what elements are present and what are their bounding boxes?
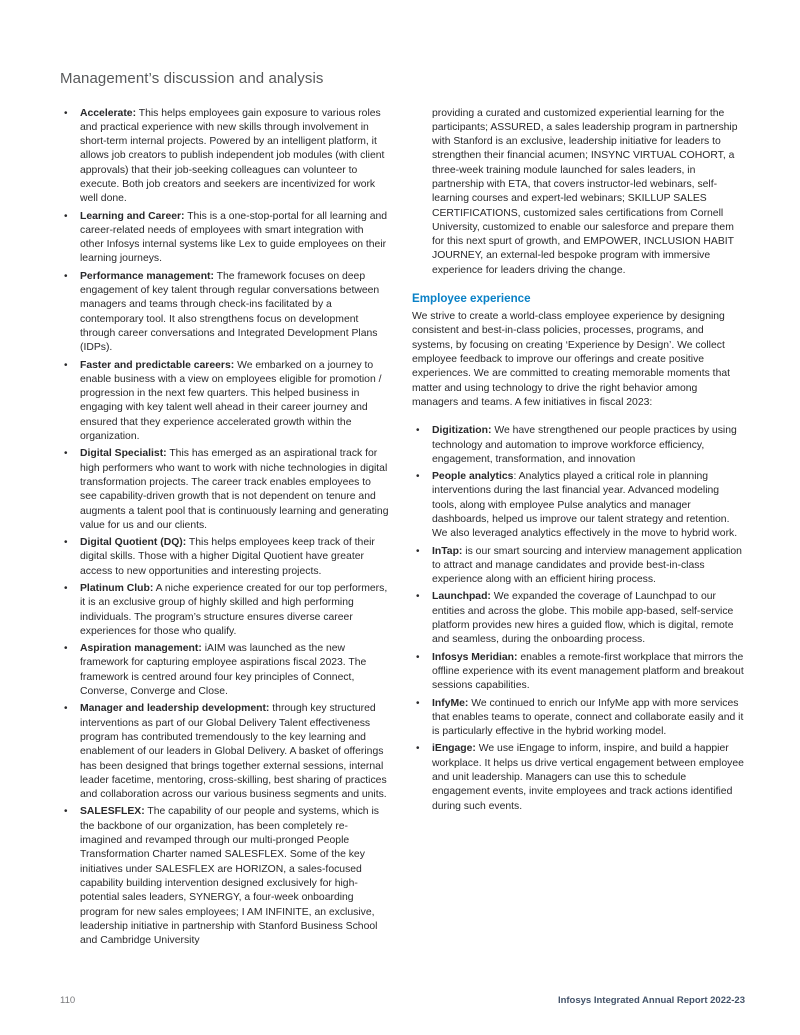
bullet-dot-icon: •	[64, 210, 68, 222]
two-column-layout	[60, 107, 745, 952]
right-bullet-list	[412, 424, 745, 814]
bullet-text: This helps employees keep track of their digital skills. Those with a higher Digital Quotient have greater access to new opportunities and interesting projects.	[80, 537, 375, 577]
bullet-text: iAIM was launched as the new framework for capturing employee aspirations fiscal 2023. The framework is centred around four key principles of Connect, Converse, Converge and Close.	[80, 643, 367, 698]
bullet-item	[412, 545, 745, 588]
bullet-text: The framework focuses on deep engagement of key talent through regular conversations between managers and teams through check-ins facilitated by a contemporary tool. It also strengthens focus on development through career conversations and Integrated Development Plans (IDPs).	[80, 270, 380, 354]
bullet-dot-icon: •	[64, 107, 68, 119]
bullet-dot-icon: •	[64, 448, 68, 460]
bullet-term: Faster and predictable careers:	[80, 359, 235, 371]
bullet-item	[412, 424, 745, 467]
right-column	[412, 107, 745, 952]
bullet-term: Learning and Career:	[80, 210, 185, 222]
bullet-term: iEngage:	[432, 743, 476, 755]
bullet-item	[60, 107, 390, 207]
continuation-paragraph: providing a curated and customized experiential learning for the participants; ASSURED, a sales leadership program in partnership with Stanford is an exclusive, leadership initiative for leaders to strengthen their financial acumen; INSYNC VIRTUAL COHORT, a three-week training module launched for sales leaders, in partnership with ETA, that covers instructor-led webinars, self-learning courses and expert-led webinars; SKILLUP SALES CERTIFICATIONS, customized sales certifications from Cornell University, customized to enable our salesforce and prepare them for this next spurt of growth, and EMPOWER, INCLUSION HABIT JOURNEY, an external-led bespoke program with immersive experience for leaders driving the change.	[432, 107, 738, 276]
section-heading-employee-experience: Employee experience	[412, 292, 531, 306]
bullet-text: is our smart sourcing and interview management application to attract and manage candidates and provide best-in-class experience along with an efficient hiring process.	[432, 545, 742, 586]
bullet-term: Infosys Meridian:	[432, 651, 518, 663]
bullet-text: We embarked on a journey to enable business with a view on employees eligible for promotion / progression in the next few quarters. This helped business in engaging with key talent well ahead in their career journey and ensured that they experience accelerated growth within the organization.	[80, 359, 382, 443]
page-number: 110	[60, 995, 76, 1006]
bullet-item	[60, 536, 390, 579]
bullet-dot-icon: •	[416, 591, 420, 603]
intro-paragraph: We strive to create a world-class employee experience by designing consistent and best-in-class policies, processes, programs, and systems, by focusing on creating ‘Experience by Design’. We collect employee feedback to improve our offerings and create positive experiences. We are committed to creating memorable moments that matter and using technology to drive the right behavior among managers and teams. A few initiatives in fiscal 2023:	[412, 311, 731, 408]
bullet-item	[412, 697, 745, 740]
bullet-dot-icon: •	[64, 806, 68, 818]
bullet-item	[60, 702, 390, 802]
bullet-term: Launchpad:	[432, 591, 491, 603]
bullet-text: We use iEngage to inform, inspire, and build a happier workplace. It helps us drive vertical engagement between employee and unit leadership. Managers can use this to schedule engagement events, invite employees and track actions identified during such events.	[432, 743, 744, 812]
bullet-item	[60, 359, 390, 445]
bullet-dot-icon: •	[64, 359, 68, 371]
bullet-term: InTap:	[432, 545, 463, 557]
bullet-item	[60, 582, 390, 639]
bullet-text: This has emerged as an aspirational track for high performers who want to work with niche technologies in digital transformation projects. The career track enables employees to see capability-driven growth that is not dependent on tenure and augments a talent pool that is continuously learning and generating value for us and our clients.	[80, 448, 389, 531]
page-footer	[60, 995, 745, 1006]
bullet-text: This is a one-stop-portal for all learning and career-related needs of employees with smart integration with other Infosys internal systems like Lex to guide employees on their learning journeys.	[80, 210, 388, 265]
bullet-dot-icon: •	[64, 703, 68, 715]
bullet-term: Performance management:	[80, 270, 214, 282]
bullet-term: SALESFLEX:	[80, 806, 145, 818]
bullet-term: Digitization:	[432, 425, 492, 437]
bullet-text: : Analytics played a critical role in planning interventions during the last financial year. Advanced modeling tools, along with employee Pulse analytics and manager dashboards, helped us improve our talent strategy and retention. We also leveraged analytics effectively in the move to hybrid work.	[432, 471, 738, 540]
bullet-term: Accelerate:	[80, 107, 137, 119]
bullet-text: We expanded the coverage of Launchpad to our entities and across the globe. This mobile app-based, self-service platform provides new hires a guided flow, which is digital, remote and seamless, during the onboarding process.	[432, 591, 734, 646]
left-column	[60, 107, 390, 952]
bullet-item	[412, 590, 745, 647]
bullet-dot-icon: •	[64, 643, 68, 655]
bullet-dot-icon: •	[416, 471, 420, 483]
report-title: Infosys Integrated Annual Report 2022-23	[557, 995, 745, 1006]
page-title: Management’s discussion and analysis	[60, 70, 324, 87]
bullet-item	[60, 210, 390, 267]
bullet-text: through key structured interventions as part of our Global Delivery Talent effectiveness program has contributed tremendously to the key learning and enablement of our leaders in Global Delivery. A basket of offerings has been designed that brings together external sessions, internal leader facetime, mentoring, cross-skilling, best sharing of practices and collaboration across our various business segments and units.	[80, 703, 387, 801]
bullet-text: enables a remote-first workplace that mirrors the offline experience with its event management platform and breakout sessions capabilities.	[432, 651, 744, 692]
bullet-text: We have strengthened our people practices by using technology and automation to improve workforce efficiency, engagement, transformation, and innovation	[432, 425, 737, 465]
bullet-dot-icon: •	[416, 425, 420, 437]
bullet-item	[60, 270, 390, 356]
bullet-text: The capability of our people and systems, which is the backbone of our organization, has been completely re-imagined and revamped through our multi-pronged People Transformation Charter named SALESFLEX. Some of the key initiatives under SALESFLEX are HORIZON, a sales-focused capability building intervention designed exclusively for high-potential sales leaders, SYNERGY, a four-week onboarding program for new sales employees; I AM INFINITE, an exclusive, leadership initiative in partnership with Stanford Business School and Cambridge University	[80, 806, 379, 947]
bullet-dot-icon: •	[416, 743, 420, 755]
bullet-text: A niche experience created for our top performers, it is an exclusive group of highly skilled and high performing individuals. The program’s structure ensures diverse career experiences for those who qualify.	[80, 583, 388, 637]
bullet-dot-icon: •	[64, 537, 68, 549]
bullet-term: InfyMe:	[432, 697, 469, 709]
bullet-dot-icon: •	[416, 697, 420, 709]
left-bullet-list	[60, 107, 390, 949]
bullet-item	[412, 470, 745, 541]
bullet-item	[60, 642, 390, 699]
bullet-term: Digital Quotient (DQ):	[80, 537, 187, 549]
bullet-term: People analytics	[432, 471, 514, 483]
bullet-term: Aspiration management:	[80, 643, 202, 655]
bullet-dot-icon: •	[64, 583, 68, 594]
bullet-term: Manager and leadership development:	[80, 703, 270, 715]
bullet-item	[412, 651, 745, 694]
bullet-text: This helps employees gain exposure to various roles and practical experience with new skills through involvement in short-term internal projects. Powered by an intelligent platform, it allows job creators to publish independent job modules (with client approvals) that their job-seeking colleagues can volunteer to execute. Both job creators and seekers are incentivized for work well done.	[80, 107, 385, 205]
bullet-term: Digital Specialist:	[80, 448, 167, 460]
bullet-term: Platinum Club:	[80, 583, 154, 594]
bullet-text: We continued to enrich our InfyMe app with more services that enables teams to operate, connect and collaborate easily and it is particularly effective in the hybrid working model.	[432, 697, 744, 738]
bullet-item	[60, 447, 390, 533]
bullet-item	[412, 742, 745, 813]
bullet-item	[60, 805, 390, 948]
bullet-dot-icon: •	[416, 651, 420, 663]
bullet-dot-icon: •	[64, 270, 68, 282]
bullet-dot-icon: •	[416, 545, 420, 557]
